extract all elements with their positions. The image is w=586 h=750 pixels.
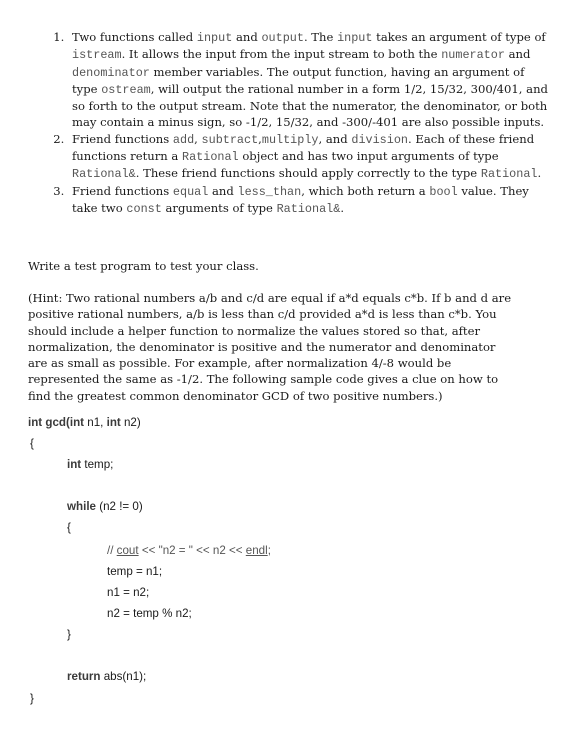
test-program-instruction: Write a test program to test your class. <box>28 259 259 273</box>
code-open-brace: { <box>30 437 34 450</box>
code-term: const <box>126 201 162 216</box>
code-return <box>67 669 146 685</box>
code-term: less_than <box>237 184 302 199</box>
list-item <box>68 29 548 131</box>
code-term: add <box>172 132 195 147</box>
code-term: Rational& <box>72 167 136 182</box>
code-close-brace: } <box>30 692 34 705</box>
code-declaration <box>67 457 113 473</box>
text-run: value. They take two <box>72 183 529 215</box>
code-term: equal <box>172 184 209 199</box>
code-term: Rational <box>182 150 239 165</box>
code-term: multiply <box>261 132 319 147</box>
text-run: and <box>232 30 262 44</box>
code-keyword: int gcd(int <box>28 416 85 429</box>
code-text: endl <box>245 544 268 557</box>
code-comment <box>107 543 271 559</box>
text-run: object and has two input arguments of type <box>238 149 499 164</box>
code-text: cout <box>116 544 139 557</box>
code-statement: n1 = n2; <box>107 586 150 599</box>
text-run: . These friend functions should apply correctly to the type <box>135 166 481 181</box>
code-keyword: int <box>67 458 82 471</box>
text-run: . <box>537 166 542 181</box>
code-statement: n2 = temp % n2; <box>107 607 192 620</box>
list-item <box>68 131 548 183</box>
code-term: input <box>337 31 373 45</box>
text-run: and <box>504 47 531 62</box>
text-run: Two functions called <box>72 30 197 44</box>
code-text: abs(n1); <box>100 670 147 683</box>
code-text: << "n2 = " << n2 << <box>138 544 246 557</box>
code-text: n2) <box>120 416 141 429</box>
text-run: Friend functions <box>72 183 173 198</box>
code-keyword: int <box>106 416 121 429</box>
text-run: , and <box>318 131 352 146</box>
code-term: output <box>261 31 304 45</box>
text-run: , <box>258 131 262 146</box>
code-inner-open-brace: { <box>67 521 71 534</box>
text-run: , will output the rational number in a form 1/2, 15/32, 300/401, and so forth to the output stream. Note that the numerator, the denominator, or both may contain a minus sign, so -1/2, 15/32, and -300/-401 are also possible inputs. <box>72 81 548 130</box>
code-text: ; <box>267 544 271 557</box>
code-term: Rational <box>480 167 538 182</box>
text-run: and <box>208 183 238 198</box>
code-keyword: return <box>67 670 101 683</box>
text-run: arguments of type <box>161 200 277 215</box>
code-signature <box>28 415 141 431</box>
text-run: . The <box>303 30 338 44</box>
text-run: . It allows the input from the input stream to both the <box>121 47 442 62</box>
list-item <box>68 183 548 218</box>
code-text: n1, <box>84 416 107 429</box>
text-run: Friend functions <box>72 131 173 146</box>
text-run: takes an argument of type of <box>372 30 546 44</box>
code-statement: temp = n1; <box>107 565 163 578</box>
code-term: numerator <box>441 48 505 63</box>
code-text: // <box>107 544 117 557</box>
code-term: input <box>196 31 233 45</box>
text-run: , <box>194 131 202 146</box>
hint-paragraph: (Hint: Two rational numbers a/b and c/d are equal if a*d equals c*b. If b and d are positive rational numbers, a/b is less than c/d provided a*d is less than c*b. You should include a helper function to normalize the values stored so that, after normalization, the denominator is positive and the numerator and denominator are as small as possible. For example, after normalization 4/-8 would be represented the same as -1/2. The following sample code gives a clue on how to find the greatest common denominator GCD of two positive numbers.) <box>28 291 512 403</box>
requirements-list <box>24 29 548 217</box>
code-term: denominator <box>72 65 150 80</box>
text-run: member variables. The output function, having an argument of type <box>72 64 525 96</box>
text-run: . <box>340 200 344 215</box>
code-text: (n2 != 0) <box>96 500 143 513</box>
code-term: subtract <box>201 132 259 147</box>
text-run: . Each of these friend functions return a <box>72 131 535 164</box>
code-text: temp; <box>81 458 114 471</box>
code-keyword: while <box>67 500 96 513</box>
code-while <box>67 499 143 515</box>
code-term: bool <box>429 184 458 199</box>
text-run: , which both return a <box>301 183 430 198</box>
code-term: division <box>351 132 408 147</box>
code-term: ostream <box>101 82 151 97</box>
code-term: istream <box>72 48 122 63</box>
code-inner-close-brace: } <box>67 628 71 641</box>
code-term: Rational& <box>276 201 341 216</box>
